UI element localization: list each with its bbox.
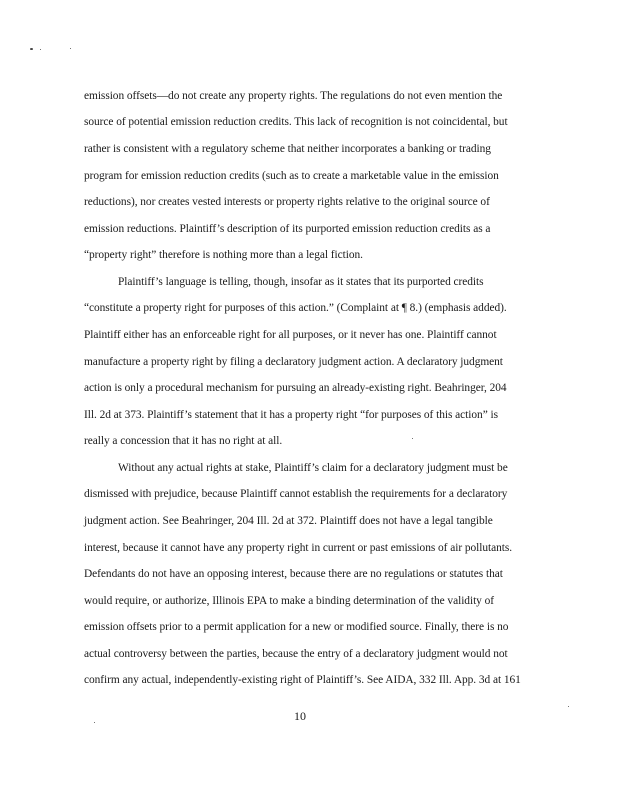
scan-speck [412,438,413,439]
body-text-line: emission offsets—do not create any property rights. The regulations do not even mention the [84,90,503,102]
body-text-line: Plaintiff either has an enforceable right for all purposes, or it never has one. Plaintiff cannot [84,329,497,341]
scan-speck [94,722,95,723]
page-number: 10 [294,709,306,723]
scan-speck [70,48,71,49]
body-text-line: reductions), nor creates vested interests or property rights relative to the original source of [84,196,490,208]
body-text-line: dismissed with prejudice, because Plaintiff cannot establish the requirements for a declaratory [84,488,508,500]
body-text-line: interest, because it cannot have any property right in current or past emissions of air pollutants. [84,542,513,554]
body-text-line: action is only a procedural mechanism for pursuing an already-existing right. Beahringer, 204 [84,382,507,394]
scan-speck [568,706,569,707]
body-text-line: Defendants do not have an opposing interest, because there are no regulations or statutes that [84,568,503,580]
body-text-line: Without any actual rights at stake, Plaintiff’s claim for a declaratory judgment must be [118,462,508,474]
body-text-line: emission offsets prior to a permit application for a new or modified source. Finally, there is no [84,621,509,633]
body-text-line: rather is consistent with a regulatory scheme that neither incorporates a banking or trading [84,143,491,155]
body-text-line: Plaintiff’s language is telling, though, insofar as it states that its purported credits [118,276,484,288]
scan-speck [40,49,41,50]
body-text-line: “property right” therefore is nothing more than a legal fiction. [84,249,363,261]
body-text-line: actual controversy between the parties, because the entry of a declaratory judgment would not [84,648,508,660]
body-text-line: emission reductions. Plaintiff’s description of its purported emission reduction credits as a [84,223,491,235]
body-text-line: “constitute a property right for purposes of this action.” (Complaint at ¶ 8.) (emphasis added). [84,302,507,314]
body-text-line: source of potential emission reduction credits. This lack of recognition is not coincidental, but [84,116,508,128]
body-text-line: would require, or authorize, Illinois EPA to make a binding determination of the validity of [84,595,495,607]
body-text-line: confirm any actual, independently-existing right of Plaintiff’s. See AIDA, 332 Ill. App. 3d at 161 [84,674,521,686]
body-text-line: really a concession that it has no right at all. [84,435,283,447]
body-text-line: Ill. 2d at 373. Plaintiff’s statement that it has a property right “for purposes of this action” is [84,409,498,421]
body-text-line: program for emission reduction credits (such as to create a marketable value in the emission [84,170,499,182]
body-text-line: judgment action. See Beahringer, 204 Ill. 2d at 372. Plaintiff does not have a legal tangible [84,515,493,527]
scan-speck [30,48,33,50]
body-text-line: manufacture a property right by filing a declaratory judgment action. A declaratory judgment [84,356,503,368]
